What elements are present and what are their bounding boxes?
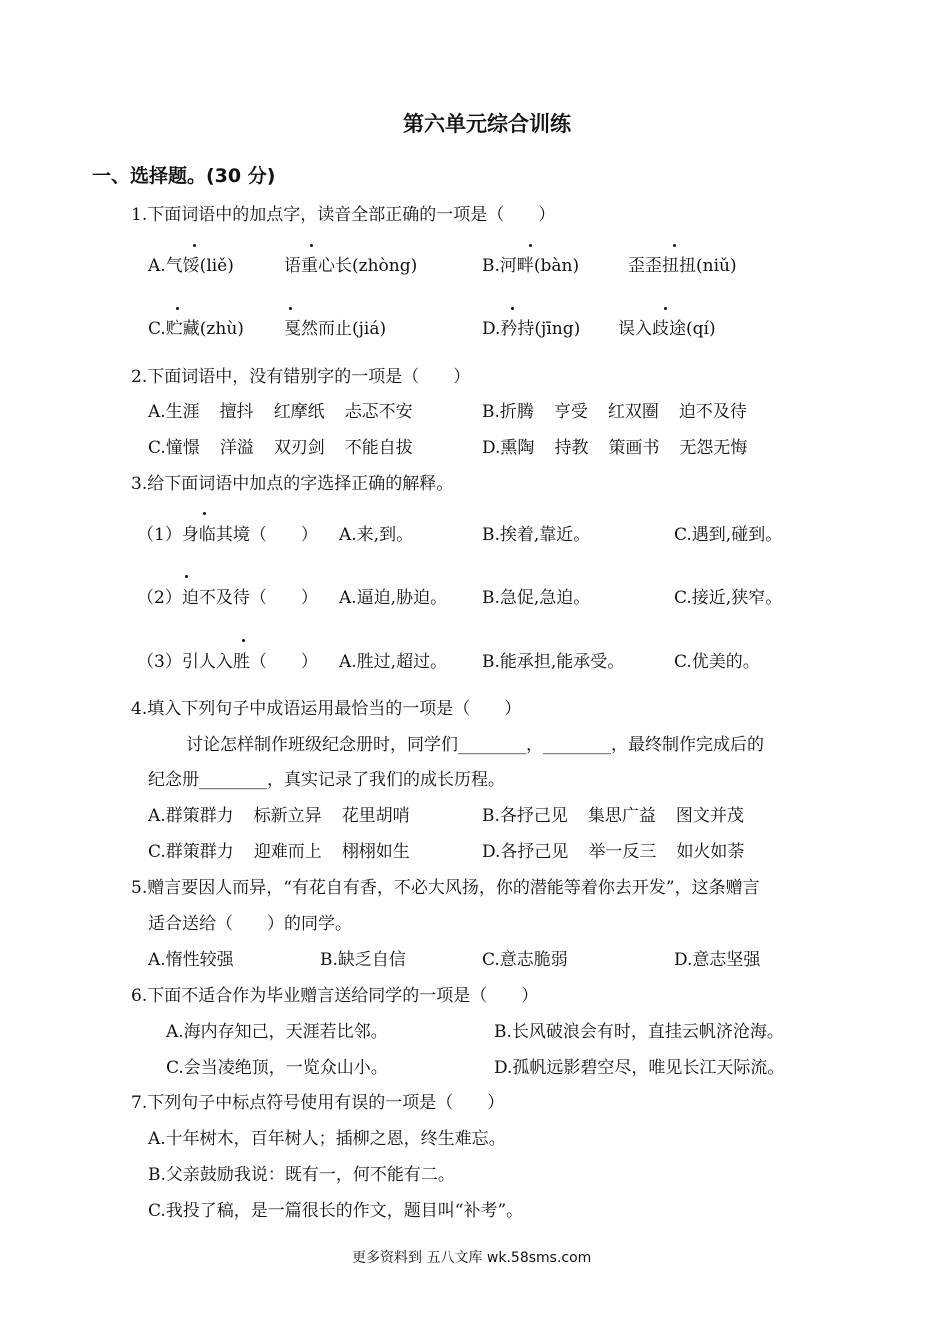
q4-option-a: A.群策群力 标新立异 花里胡哨	[148, 806, 410, 826]
q6-option-d: D.孤帆远影碧空尽，唯见长江天际流。	[494, 1058, 785, 1078]
emphasis-dot	[310, 244, 313, 247]
q1-option-c-word1: C.贮藏(zhù)	[148, 319, 244, 339]
q4-passage-line2: 纪念册________，真实记录了我们的成长历程。	[148, 770, 505, 790]
q3-item-2-option-b: B.急促,急迫。	[482, 588, 591, 608]
footer-source: 更多资料到 五八文库 wk.58sms.com	[352, 1250, 592, 1266]
emphasis-dot	[529, 244, 532, 247]
question-3-stem: 3.给下面词语中加点的字选择正确的解释。	[131, 474, 454, 494]
q1-option-d-word1: D.矜持(jīng)	[482, 319, 581, 339]
question-6-stem: 6.下面不适合作为毕业赠言送给同学的一项是（ ）	[131, 986, 539, 1006]
q6-option-a: A.海内存知己，天涯若比邻。	[166, 1022, 388, 1042]
q3-item-1-option-a: A.来,到。	[339, 525, 414, 545]
question-2-stem: 2.下面词语中，没有错别字的一项是（ ）	[131, 367, 471, 387]
q4-option-c: C.群策群力 迎难而上 栩栩如生	[148, 842, 410, 862]
q5-option-a: A.惰性较强	[148, 950, 234, 970]
q1-option-a-word1: A.气馁(liě)	[148, 256, 234, 276]
emphasis-dot	[511, 307, 514, 310]
q2-option-b: B.折腾 亨受 红双圈 迫不及待	[482, 402, 747, 422]
section-heading: 一、选择题。(30 分)	[92, 165, 276, 187]
q1-option-a-word2: 语重心长(zhòng)	[284, 256, 418, 276]
emphasis-dot	[176, 307, 179, 310]
emphasis-dot	[664, 307, 667, 310]
q6-option-b: B.长风破浪会有时，直挂云帆济沧海。	[494, 1022, 784, 1042]
q3-item-3-option-b: B.能承担,能承受。	[482, 652, 625, 672]
q6-option-c: C.会当凌绝顶，一览众山小。	[166, 1058, 388, 1078]
emphasis-dot	[193, 244, 196, 247]
q1-option-c-word2: 戛然而止(jiá)	[284, 319, 387, 339]
q7-option-a: A.十年树木，百年树人；插柳之恩，终生难忘。	[148, 1129, 506, 1149]
q4-option-b: B.各抒己见 集思广益 图文并茂	[482, 806, 744, 826]
q7-option-b: B.父亲鼓励我说：既有一，何不能有二。	[148, 1165, 455, 1185]
question-1-stem: 1.下面词语中的加点字，读音全部正确的一项是（ ）	[131, 205, 556, 225]
page-title: 第六单元综合训练	[403, 112, 571, 136]
question-7-stem: 7.下列句子中标点符号使用有误的一项是（ ）	[131, 1093, 505, 1113]
q2-option-c: C.憧憬 洋溢 双刃剑 不能自拔	[148, 438, 413, 458]
q5-option-d: D.意志坚强	[674, 950, 761, 970]
q1-option-b-word2: 歪歪扭扭(niǔ)	[628, 256, 737, 276]
q5-option-b: B.缺乏自信	[320, 950, 406, 970]
q5-option-c: C.意志脆弱	[482, 950, 568, 970]
q4-option-d: D.各抒己见 举一反三 如火如荼	[482, 842, 745, 862]
emphasis-dot	[185, 575, 188, 578]
q2-option-a: A.生涯 擅抖 红摩纸 忐忑不安	[148, 402, 413, 422]
emphasis-dot	[673, 244, 676, 247]
question-4-stem: 4.填入下列句子中成语运用最恰当的一项是（ ）	[131, 699, 522, 719]
q3-item-3: （3）引人入胜（ ）	[137, 652, 318, 672]
q3-item-3-option-c: C.优美的。	[674, 652, 760, 672]
q3-item-1: （1）身临其境（ ）	[137, 525, 318, 545]
q2-option-d: D.熏陶 持教 策画书 无怨无悔	[482, 438, 748, 458]
emphasis-dot	[289, 307, 292, 310]
q1-option-b-word1: B.河畔(bàn)	[482, 256, 580, 276]
q3-item-1-option-c: C.遇到,碰到。	[674, 525, 783, 545]
emphasis-dot	[242, 639, 245, 642]
emphasis-dot	[203, 512, 206, 515]
q4-passage-line1: 讨论怎样制作班级纪念册时，同学们________，________，最终制作完成后的	[186, 735, 764, 755]
q3-item-2-option-a: A.逼迫,胁迫。	[339, 588, 448, 608]
question-5-stem-line2: 适合送给（ ）的同学。	[148, 914, 352, 934]
q7-option-c: C.我投了稿，是一篇很长的作文，题目叫“补考”。	[148, 1201, 524, 1221]
q3-item-2: （2）迫不及待（ ）	[137, 588, 318, 608]
question-5-stem-line1: 5.赠言要因人而异，“有花自有香，不必大风扬，你的潜能等着你去开发”，这条赠言	[131, 878, 760, 898]
q3-item-3-option-a: A.胜过,超过。	[339, 652, 448, 672]
q3-item-2-option-c: C.接近,狭窄。	[674, 588, 783, 608]
q3-item-1-option-b: B.挨着,靠近。	[482, 525, 591, 545]
q1-option-d-word2: 误入歧途(qí)	[618, 319, 716, 339]
